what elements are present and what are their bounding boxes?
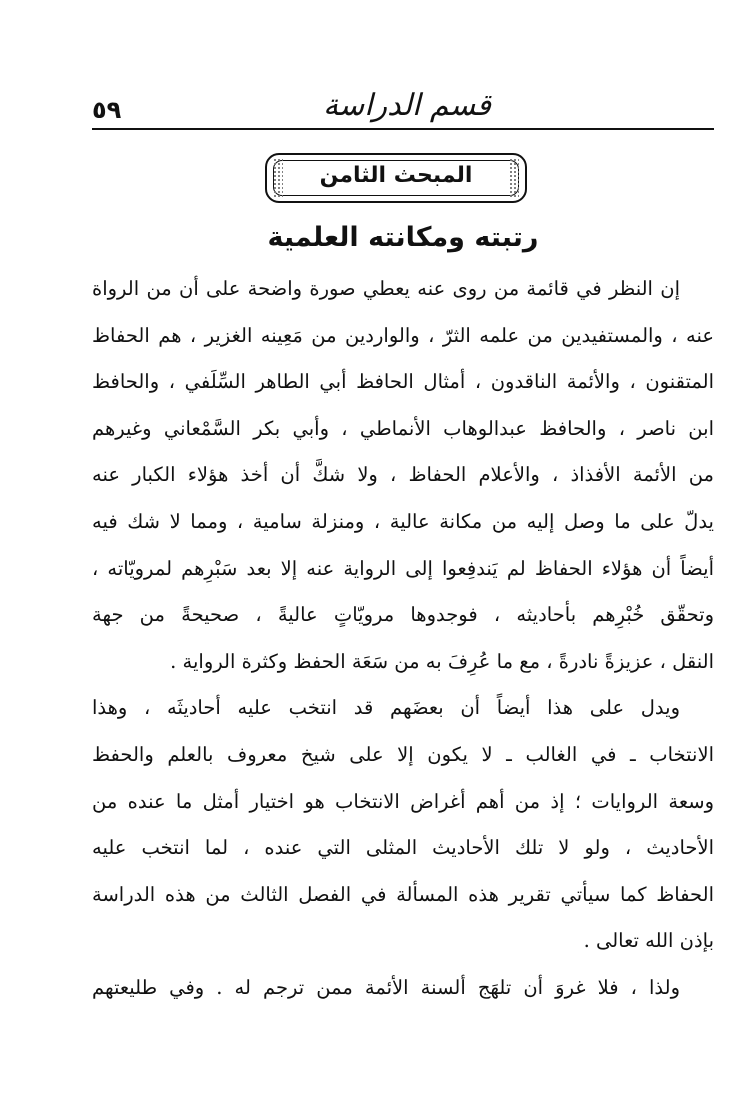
text-line: يدلّ على ما وصل إليه من مكانة عالية ، ومنزلة سامية ، ومما لا شك فيه xyxy=(92,509,714,533)
text-line: الأحاديث ، ولو لا تلك الأحاديث المثلى التي عنده ، لما انتخب عليه xyxy=(92,836,714,860)
text-line: أيضاً أن هؤلاء الحفاظ لم يَندفِعوا إلى الرواية عنه إلا بعد سَبْرِهم لمرويّاته ، xyxy=(92,556,714,580)
text-line: إن النظر في قائمة من روى عنه يعطي صورة واضحة على أن من الرواة xyxy=(92,277,680,300)
text-line: ابن ناصر ، والحافظ عبدالوهاب الأنماطي ، وأبي بكر السَّمْعاني وغيرهم xyxy=(92,416,714,440)
running-header xyxy=(92,82,714,132)
text-line: عنه ، والمستفيدين من علمه الثرّ ، والواردين من مَعِينه الغزير ، هم الحفاظ xyxy=(92,323,714,347)
body-text xyxy=(92,266,714,1012)
section-title-box xyxy=(265,153,527,203)
text-line: بإذن الله تعالى . xyxy=(583,929,714,953)
text-line: وسعة الروايات ؛ إذ من أهم أغراض الانتخاب هو اختيار أمثل ما عنده من xyxy=(92,789,714,813)
text-line: الحفاظ كما سيأتي تقرير هذه المسألة في الفصل الثالث من هذه الدراسة xyxy=(92,882,714,906)
text-line: وتحقّق خُبْرِهم بأحاديثه ، فوجدوها مرويّاتٍ عاليةً ، صحيحةً من جهة xyxy=(92,603,714,627)
text-line: الانتخاب ـ في الغالب ـ لا يكون إلا على شيخ معروف بالعلم والحفظ xyxy=(92,742,714,766)
section-label: المبحث الثامن xyxy=(319,163,473,188)
text-line: ولذا ، فلا غروَ أن تلهَج ألسنة الأئمة ممن ترجم له . وفي طليعتهم xyxy=(92,975,680,999)
running-title: قسم الدراسة xyxy=(323,88,491,123)
chapter-heading: رتبته ومكانته العلمية xyxy=(267,222,539,253)
text-line: ويدل على هذا أيضاً أن بعضَهم قد انتخب عليه أحاديثَه ، وهذا xyxy=(92,696,680,720)
page-number: ٥٩ xyxy=(92,96,122,124)
text-line: المتقنون ، والأئمة الناقدون ، أمثال الحافظ أبي الطاهر السِّلَفي ، والحافظ xyxy=(92,370,714,394)
header-rule xyxy=(92,128,714,130)
text-line: من الأئمة الأفذاذ ، والأعلام الحفاظ ، ولا شكَّ أن أخذ هؤلاء الكبار عنه xyxy=(92,463,714,487)
text-line: النقل ، عزيزةً نادرةً ، مع ما عُرِفَ به من سَعَة الحفظ وكثرة الرواية . xyxy=(170,649,714,673)
